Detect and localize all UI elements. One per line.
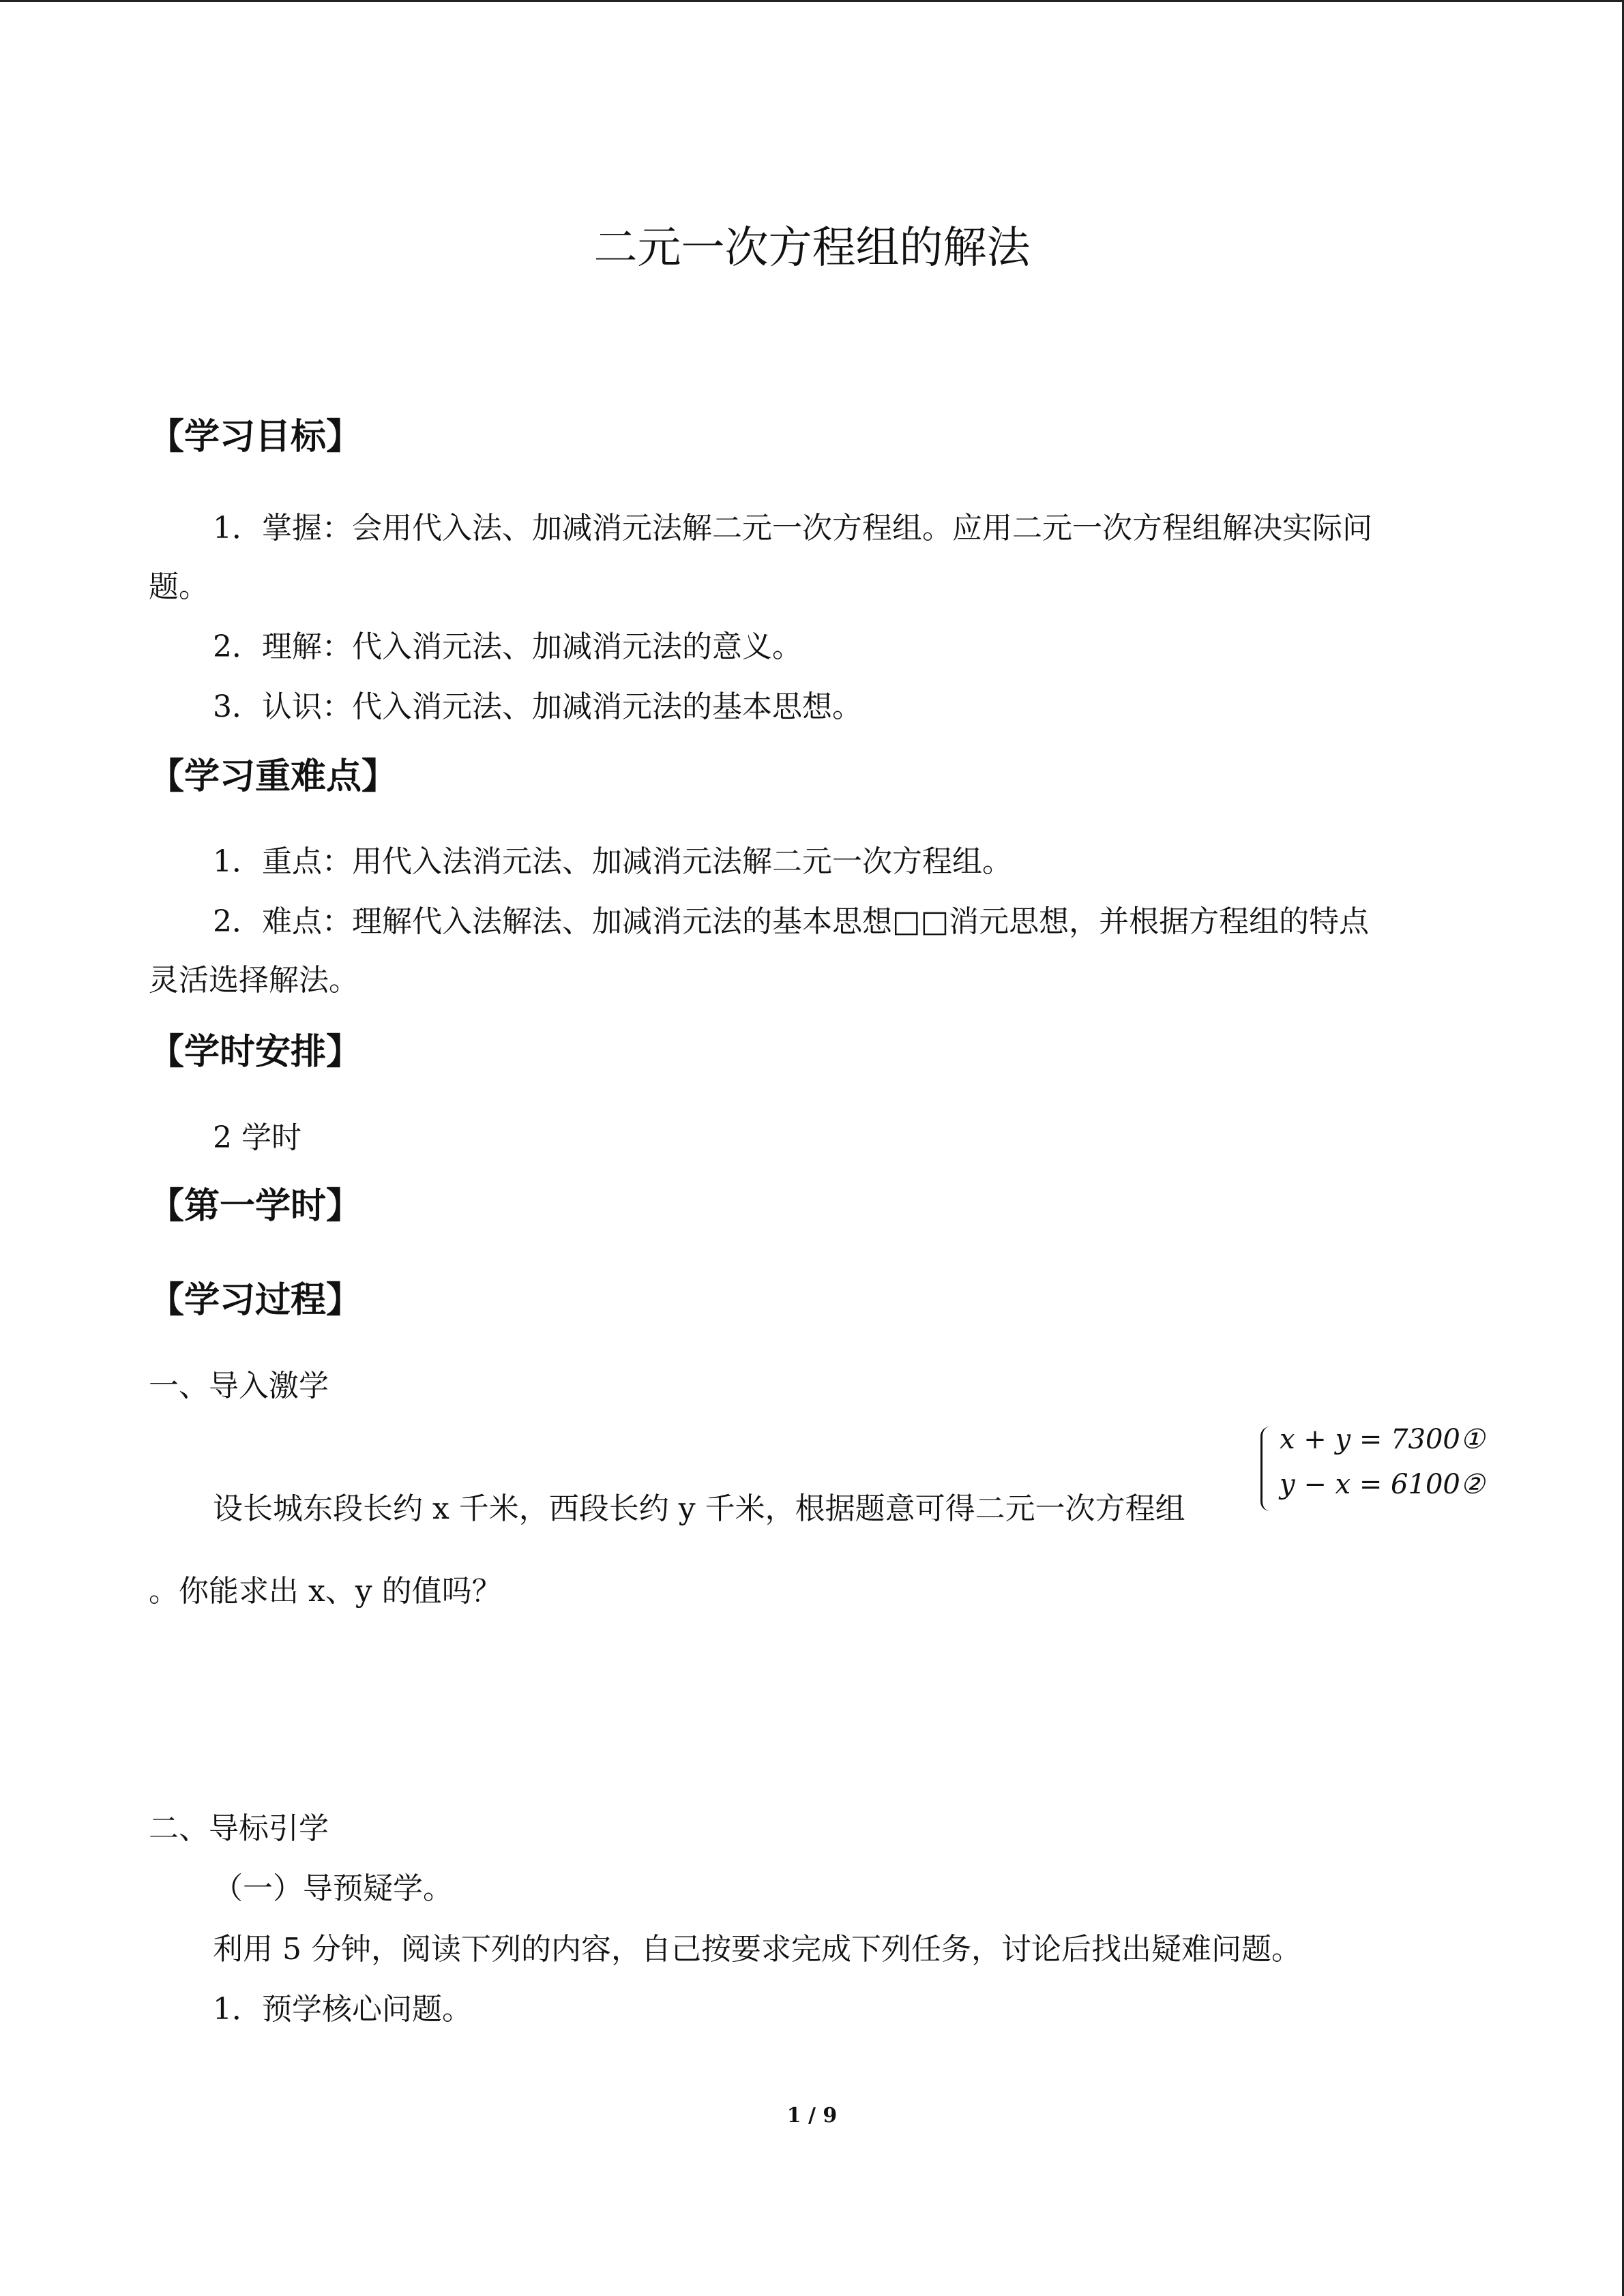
- page-top-border: [0, 0, 1624, 2]
- part-1-question: 。你能求出 x、y 的值吗？: [149, 1574, 502, 1609]
- heading-key-points: 【学习重难点】: [149, 756, 398, 797]
- equation-system: [1260, 1424, 1485, 1519]
- equation-2: y − x = 6100②: [1280, 1469, 1485, 1500]
- equation-1: x + y = 7300①: [1280, 1424, 1485, 1455]
- goal-1-line-2: 题。: [149, 569, 209, 604]
- key-point-2-line-1: 2．难点：理解代入法解法、加减消元法的基本思想□□消元思想，并根据方程组的特点: [213, 904, 1370, 939]
- heading-learning-goals: 【学习目标】: [149, 416, 362, 458]
- goal-1-line-1: 1．掌握：会用代入法、加减消元法解二元一次方程组。应用二元一次方程组解决实际问: [213, 511, 1372, 546]
- heading-first-lesson: 【第一学时】: [149, 1185, 362, 1227]
- key-point-1: 1．重点：用代入法消元法、加减消元法解二元一次方程组。: [213, 844, 1012, 879]
- key-point-2-line-2: 灵活选择解法。: [149, 963, 359, 998]
- part-1-title: 一、导入激学: [149, 1369, 329, 1403]
- page-number: 1 / 9: [786, 2104, 838, 2128]
- left-brace: [1260, 1427, 1272, 1511]
- heading-learning-process: 【学习过程】: [149, 1279, 362, 1321]
- part-2-item-1: 1．预学核心问题。: [213, 1992, 472, 2027]
- part-1-text: 设长城东段长约 x 千米，西段长约 y 千米，根据题意可得二元一次方程组: [213, 1491, 1185, 1526]
- part-2-text: 利用 5 分钟，阅读下列的内容，自己按要求完成下列任务，讨论后找出疑难问题。: [213, 1932, 1301, 1967]
- heading-schedule: 【学时安排】: [149, 1031, 362, 1073]
- document-title: 二元一次方程组的解法: [593, 223, 1031, 273]
- part-2-subtitle: （一）导预疑学。: [213, 1871, 453, 1906]
- schedule-value: 2 学时: [213, 1120, 301, 1155]
- goal-3: 3．认识：代入消元法、加减消元法的基本思想。: [213, 689, 862, 724]
- goal-2: 2．理解：代入消元法、加减消元法的意义。: [213, 629, 802, 664]
- part-2-title: 二、导标引学: [149, 1811, 329, 1846]
